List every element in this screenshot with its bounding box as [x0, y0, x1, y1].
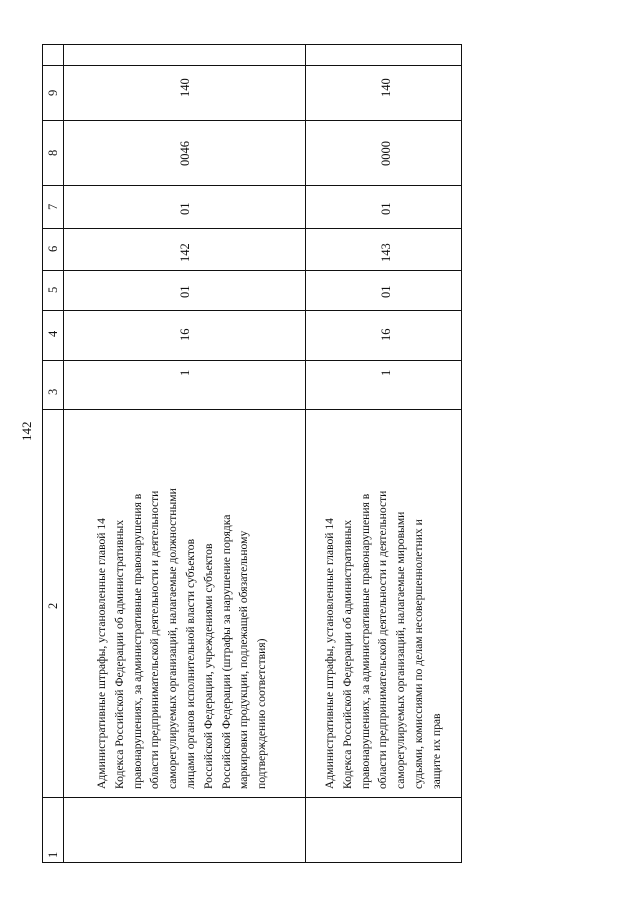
- row-1-col-4: 16: [178, 328, 192, 341]
- header-col-3: 3: [46, 388, 60, 395]
- page-number: 142: [19, 421, 34, 441]
- description-line: подтверждению соответствия): [255, 638, 269, 789]
- description-line: лицами органов исполнительной власти субъектов: [183, 538, 197, 789]
- description-line: области предпринимательской деятельности и деятельности: [376, 490, 390, 789]
- row-2-col-3: 1: [379, 369, 393, 376]
- description-line: Российской Федерации (штрафы за нарушение порядка: [219, 514, 233, 789]
- row-2-col-7: 01: [379, 202, 393, 215]
- header-col-5: 5: [46, 286, 60, 293]
- description-line: Административные штрафы, установленные главой 14: [323, 518, 336, 789]
- grid-line: [43, 360, 461, 361]
- header-col-7: 7: [46, 203, 60, 210]
- grid-line: [43, 228, 461, 229]
- grid-line: [43, 797, 461, 798]
- description-line: области предпринимательской деятельности и деятельности: [148, 490, 162, 789]
- description-line: маркировки продукции, подлежащей обязательному: [237, 530, 251, 789]
- description-line: Кодекса Российской Федерации об административных: [112, 519, 126, 789]
- header-col-1: 1: [46, 851, 60, 858]
- row-2-col-6: 143: [379, 243, 393, 262]
- row-1-description: [93, 488, 271, 789]
- row-2-description: [321, 491, 446, 789]
- row-1-col-7: 01: [178, 202, 192, 215]
- row-1-col-5: 01: [178, 285, 192, 298]
- budget-classification-table: [42, 44, 462, 863]
- grid-line: [43, 185, 461, 186]
- grid-line: [43, 409, 461, 410]
- description-line: правонарушениях, за административные правонарушения в: [130, 493, 144, 789]
- description-line: Кодекса Российской Федерации об административных: [340, 519, 354, 789]
- header-col-8: 8: [46, 149, 60, 156]
- header-col-6: 6: [46, 245, 60, 252]
- header-col-2: 2: [46, 602, 60, 609]
- grid-line: [43, 270, 461, 271]
- header-col-9: 9: [46, 89, 60, 96]
- row-1-col-9: 140: [178, 78, 192, 97]
- grid-line: [43, 120, 461, 121]
- grid-line: [43, 65, 461, 66]
- description-line: защите их прав: [429, 713, 443, 789]
- row-1-col-3: 1: [178, 369, 192, 376]
- header-col-4: 4: [46, 330, 60, 337]
- row-2-col-5: 01: [379, 285, 393, 298]
- row-2-col-8: 0000: [379, 141, 393, 166]
- description-line: саморегулируемых организаций, налагаемые мировыми: [394, 511, 408, 789]
- grid-line: [43, 310, 461, 311]
- description-line: саморегулируемых организаций, налагаемые должностными: [166, 488, 180, 789]
- grid-line: [305, 45, 306, 862]
- description-line: судьями, комиссиями по делам несовершеннолетних и: [411, 519, 425, 789]
- description-line: правонарушениях, за административные правонарушения в: [358, 493, 372, 789]
- description-line: Российской Федерации, учреждениями субъектов: [201, 543, 215, 789]
- row-1-col-6: 142: [178, 243, 192, 262]
- row-1-col-8: 0046: [178, 141, 192, 166]
- description-line: Административные штрафы, установленные главой 14: [95, 518, 108, 789]
- row-2-col-9: 140: [379, 78, 393, 97]
- grid-line: [63, 45, 64, 862]
- row-2-col-4: 16: [379, 328, 393, 341]
